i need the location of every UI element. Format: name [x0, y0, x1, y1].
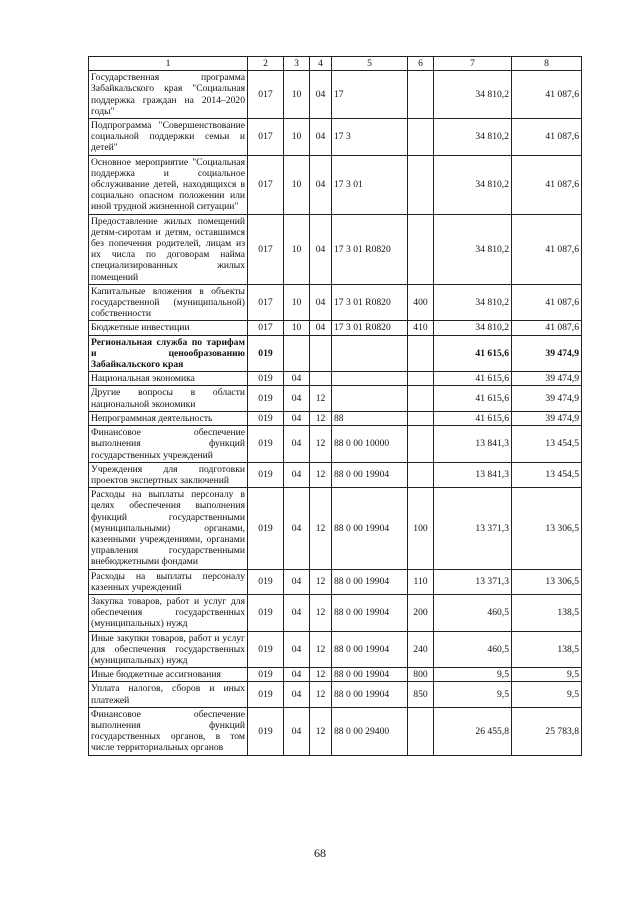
row-name-cell: Расходы на выплаты персоналу казенных учреждений — [89, 569, 248, 594]
row-amount-2-cell: 39 474,9 — [512, 386, 582, 411]
row-section-cell: 04 — [284, 631, 310, 668]
row-amount-2-cell: 39 474,9 — [512, 335, 582, 372]
row-code-cell: 017 — [248, 155, 284, 214]
row-name-cell: Основное мероприятие "Социальная поддержка и социальное обслуживание детей, находящихся в социально опасном положении или иной трудной жизненной ситуации" — [89, 155, 248, 214]
table-row — [89, 462, 582, 487]
row-amount-2-cell: 13 306,5 — [512, 569, 582, 594]
row-code-cell: 019 — [248, 426, 284, 463]
row-name-cell: Капитальные вложения в объекты государственной (муниципальной) собственности — [89, 284, 248, 321]
row-target-article-cell: 88 0 00 10000 — [332, 426, 408, 463]
row-expense-type-cell — [408, 119, 434, 156]
row-subsection-cell: 12 — [310, 631, 332, 668]
row-target-article-cell — [332, 335, 408, 372]
row-code-cell: 019 — [248, 631, 284, 668]
row-amount-2-cell: 39 474,9 — [512, 411, 582, 425]
row-target-article-cell: 17 3 01 R0820 — [332, 321, 408, 335]
row-subsection-cell: 04 — [310, 284, 332, 321]
row-name-cell: Предоставление жилых помещений детям-сиротам и детям, оставшимся без попечения родителей, лицам из их числа по договорам найма специализированных жилых помещений — [89, 214, 248, 284]
table-row — [89, 284, 582, 321]
row-subsection-cell: 12 — [310, 488, 332, 569]
table-row — [89, 372, 582, 386]
row-amount-1-cell: 34 810,2 — [434, 284, 512, 321]
table-row — [89, 707, 582, 755]
row-subsection-cell: 04 — [310, 214, 332, 284]
row-amount-2-cell: 41 087,6 — [512, 155, 582, 214]
column-header: 3 — [284, 57, 310, 71]
row-expense-type-cell: 850 — [408, 682, 434, 707]
row-subsection-cell: 12 — [310, 569, 332, 594]
row-target-article-cell: 17 3 01 — [332, 155, 408, 214]
row-expense-type-cell: 400 — [408, 284, 434, 321]
row-section-cell: 04 — [284, 386, 310, 411]
table-row — [89, 335, 582, 372]
row-section-cell: 04 — [284, 569, 310, 594]
row-target-article-cell: 17 3 01 R0820 — [332, 214, 408, 284]
table-row — [89, 594, 582, 631]
row-amount-2-cell: 41 087,6 — [512, 321, 582, 335]
row-subsection-cell: 12 — [310, 462, 332, 487]
row-code-cell: 019 — [248, 682, 284, 707]
row-target-article-cell: 88 0 00 19904 — [332, 594, 408, 631]
row-amount-1-cell: 460,5 — [434, 631, 512, 668]
row-code-cell: 019 — [248, 462, 284, 487]
row-expense-type-cell: 200 — [408, 594, 434, 631]
row-code-cell: 019 — [248, 594, 284, 631]
row-amount-1-cell: 13 371,3 — [434, 569, 512, 594]
row-target-article-cell — [332, 386, 408, 411]
row-amount-2-cell: 25 783,8 — [512, 707, 582, 755]
row-amount-1-cell: 13 371,3 — [434, 488, 512, 569]
row-amount-1-cell: 34 810,2 — [434, 119, 512, 156]
row-expense-type-cell — [408, 386, 434, 411]
row-amount-2-cell: 39 474,9 — [512, 372, 582, 386]
row-code-cell: 019 — [248, 488, 284, 569]
row-target-article-cell: 17 3 — [332, 119, 408, 156]
table-row — [89, 321, 582, 335]
row-subsection-cell: 12 — [310, 386, 332, 411]
table-row — [89, 155, 582, 214]
row-amount-2-cell: 41 087,6 — [512, 119, 582, 156]
row-amount-1-cell: 9,5 — [434, 682, 512, 707]
row-expense-type-cell: 110 — [408, 569, 434, 594]
column-header: 7 — [434, 57, 512, 71]
row-code-cell: 017 — [248, 214, 284, 284]
row-section-cell: 04 — [284, 462, 310, 487]
column-header: 1 — [89, 57, 248, 71]
row-name-cell: Непрограммная деятельность — [89, 411, 248, 425]
row-subsection-cell: 12 — [310, 668, 332, 682]
row-section-cell: 04 — [284, 372, 310, 386]
row-name-cell: Другие вопросы в области национальной экономики — [89, 386, 248, 411]
row-target-article-cell: 88 0 00 19904 — [332, 631, 408, 668]
row-code-cell: 019 — [248, 411, 284, 425]
row-subsection-cell: 12 — [310, 411, 332, 425]
table-row — [89, 426, 582, 463]
row-amount-1-cell: 41 615,6 — [434, 335, 512, 372]
row-section-cell: 04 — [284, 594, 310, 631]
row-subsection-cell: 04 — [310, 71, 332, 119]
row-amount-1-cell: 13 841,3 — [434, 426, 512, 463]
row-section-cell: 10 — [284, 321, 310, 335]
row-code-cell: 017 — [248, 284, 284, 321]
row-amount-2-cell: 41 087,6 — [512, 214, 582, 284]
row-section-cell: 10 — [284, 119, 310, 156]
row-expense-type-cell: 240 — [408, 631, 434, 668]
row-expense-type-cell — [408, 462, 434, 487]
row-section-cell: 04 — [284, 488, 310, 569]
row-target-article-cell: 17 — [332, 71, 408, 119]
row-amount-1-cell: 34 810,2 — [434, 71, 512, 119]
row-expense-type-cell — [408, 214, 434, 284]
column-header: 5 — [332, 57, 408, 71]
row-name-cell: Уплата налогов, сборов и иных платежей — [89, 682, 248, 707]
row-section-cell: 04 — [284, 668, 310, 682]
row-section-cell: 10 — [284, 155, 310, 214]
row-amount-2-cell: 9,5 — [512, 668, 582, 682]
table-row — [89, 214, 582, 284]
row-section-cell — [284, 335, 310, 372]
row-expense-type-cell — [408, 707, 434, 755]
row-amount-1-cell: 460,5 — [434, 594, 512, 631]
table-row — [89, 668, 582, 682]
row-subsection-cell — [310, 372, 332, 386]
table-row — [89, 631, 582, 668]
row-expense-type-cell — [408, 335, 434, 372]
row-expense-type-cell — [408, 71, 434, 119]
page-number: 68 — [314, 846, 326, 860]
row-section-cell: 10 — [284, 284, 310, 321]
row-amount-1-cell: 41 615,6 — [434, 411, 512, 425]
row-subsection-cell: 04 — [310, 119, 332, 156]
table-row — [89, 569, 582, 594]
row-section-cell: 04 — [284, 707, 310, 755]
row-subsection-cell: 12 — [310, 682, 332, 707]
row-amount-2-cell: 138,5 — [512, 594, 582, 631]
row-subsection-cell: 04 — [310, 321, 332, 335]
row-amount-1-cell: 34 810,2 — [434, 155, 512, 214]
row-amount-1-cell: 34 810,2 — [434, 321, 512, 335]
row-expense-type-cell: 100 — [408, 488, 434, 569]
column-header: 4 — [310, 57, 332, 71]
table-body — [89, 71, 582, 755]
row-expense-type-cell — [408, 155, 434, 214]
row-section-cell: 10 — [284, 71, 310, 119]
row-code-cell: 017 — [248, 71, 284, 119]
row-name-cell: Финансовое обеспечение выполнения функций государственных органов, в том числе территориальных органов — [89, 707, 248, 755]
row-expense-type-cell: 410 — [408, 321, 434, 335]
row-target-article-cell: 88 0 00 19904 — [332, 682, 408, 707]
table-row — [89, 682, 582, 707]
row-code-cell: 019 — [248, 569, 284, 594]
row-code-cell: 017 — [248, 321, 284, 335]
row-code-cell: 017 — [248, 119, 284, 156]
table-row — [89, 386, 582, 411]
row-code-cell: 019 — [248, 707, 284, 755]
row-name-cell: Региональная служба по тарифам и ценообразованию Забайкальского края — [89, 335, 248, 372]
row-subsection-cell: 12 — [310, 594, 332, 631]
row-section-cell: 10 — [284, 214, 310, 284]
row-amount-2-cell: 13 454,5 — [512, 426, 582, 463]
row-section-cell: 04 — [284, 682, 310, 707]
row-amount-2-cell: 9,5 — [512, 682, 582, 707]
row-target-article-cell: 88 0 00 29400 — [332, 707, 408, 755]
row-name-cell: Иные бюджетные ассигнования — [89, 668, 248, 682]
row-expense-type-cell — [408, 411, 434, 425]
row-amount-2-cell: 138,5 — [512, 631, 582, 668]
row-name-cell: Учреждения для подготовки проектов экспертных заключений — [89, 462, 248, 487]
row-expense-type-cell — [408, 426, 434, 463]
column-header: 2 — [248, 57, 284, 71]
table-row — [89, 71, 582, 119]
row-code-cell: 019 — [248, 335, 284, 372]
row-subsection-cell — [310, 335, 332, 372]
row-amount-2-cell: 13 454,5 — [512, 462, 582, 487]
row-target-article-cell: 88 0 00 19904 — [332, 488, 408, 569]
column-header: 8 — [512, 57, 582, 71]
row-target-article-cell: 88 0 00 19904 — [332, 462, 408, 487]
row-amount-1-cell: 34 810,2 — [434, 214, 512, 284]
row-amount-1-cell: 9,5 — [434, 668, 512, 682]
row-code-cell: 019 — [248, 372, 284, 386]
row-subsection-cell: 12 — [310, 707, 332, 755]
table-row — [89, 411, 582, 425]
row-name-cell: Государственная программа Забайкальского края "Социальная поддержка граждан на 2014–2020 годы" — [89, 71, 248, 119]
row-subsection-cell: 04 — [310, 155, 332, 214]
row-name-cell: Национальная экономика — [89, 372, 248, 386]
row-amount-2-cell: 13 306,5 — [512, 488, 582, 569]
row-name-cell: Закупка товаров, работ и услуг для обеспечения государственных (муниципальных) нужд — [89, 594, 248, 631]
row-subsection-cell: 12 — [310, 426, 332, 463]
row-amount-1-cell: 41 615,6 — [434, 386, 512, 411]
row-amount-2-cell: 41 087,6 — [512, 71, 582, 119]
row-section-cell: 04 — [284, 426, 310, 463]
row-target-article-cell — [332, 372, 408, 386]
row-target-article-cell: 88 0 00 19904 — [332, 668, 408, 682]
row-code-cell: 019 — [248, 668, 284, 682]
row-amount-1-cell: 13 841,3 — [434, 462, 512, 487]
row-name-cell: Бюджетные инвестиции — [89, 321, 248, 335]
row-target-article-cell: 88 0 00 19904 — [332, 569, 408, 594]
row-amount-1-cell: 26 455,8 — [434, 707, 512, 755]
budget-table — [88, 56, 582, 756]
table-row — [89, 119, 582, 156]
row-name-cell: Подпрограмма "Совершенствование социальной поддержки семьи и детей" — [89, 119, 248, 156]
row-expense-type-cell — [408, 372, 434, 386]
row-expense-type-cell: 800 — [408, 668, 434, 682]
table-header-row — [89, 57, 582, 71]
row-name-cell: Расходы на выплаты персоналу в целях обеспечения выполнения функций государственными (муниципальными) органами, казенными учреждениями, органами управления государственными внебюджетными фондами — [89, 488, 248, 569]
column-header: 6 — [408, 57, 434, 71]
row-target-article-cell: 17 3 01 R0820 — [332, 284, 408, 321]
row-section-cell: 04 — [284, 411, 310, 425]
row-amount-2-cell: 41 087,6 — [512, 284, 582, 321]
row-name-cell: Иные закупки товаров, работ и услуг для обеспечения государственных (муниципальных) нужд — [89, 631, 248, 668]
row-name-cell: Финансовое обеспечение выполнения функций государственных учреждений — [89, 426, 248, 463]
row-target-article-cell: 88 — [332, 411, 408, 425]
row-amount-1-cell: 41 615,6 — [434, 372, 512, 386]
row-code-cell: 019 — [248, 386, 284, 411]
table-row — [89, 488, 582, 569]
